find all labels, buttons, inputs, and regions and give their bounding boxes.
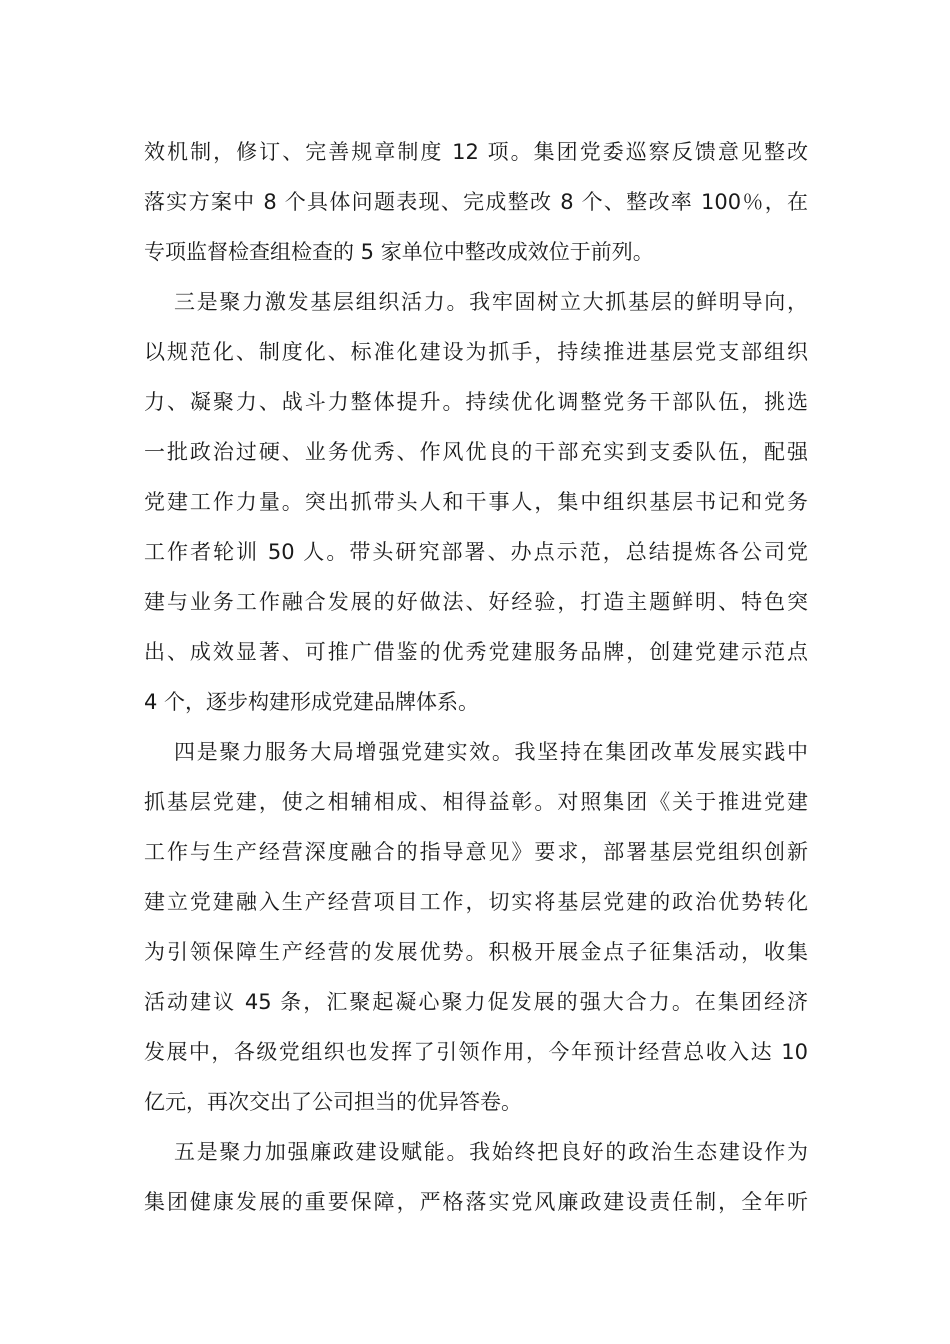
text-line: 亿元，再次交出了公司担当的优异答卷。 [144,1090,522,1114]
document-body [144,127,808,1227]
text-line: 抓基层党建，使之相辅相成、相得益彰。对照集团《关于推进党建 [144,790,808,814]
text-line: 专项监督检查组检查的 5 家单位中整改成效位于前列。 [144,240,654,264]
text-line: 落实方案中 8 个具体问题表现、完成整改 8 个、整改率 100％，在 [144,190,808,214]
paragraph-start-line: 五是聚力加强廉政建设赋能。我始终把良好的政治生态建设作为 [174,1140,808,1164]
text-line: 以规范化、制度化、标准化建设为抓手，持续推进基层党支部组织 [144,340,808,364]
text-line: 4 个，逐步构建形成党建品牌体系。 [144,690,480,714]
text-line: 为引领保障生产经营的发展优势。积极开展金点子征集活动，收集 [144,940,808,964]
text-line: 工作者轮训 50 人。带头研究部署、办点示范，总结提炼各公司党 [144,540,808,564]
text-line: 活动建议 45 条，汇聚起凝心聚力促发展的强大合力。在集团经济 [144,990,808,1014]
text-line: 建与业务工作融合发展的好做法、好经验，打造主题鲜明、特色突 [144,590,808,614]
text-line: 建立党建融入生产经营项目工作，切实将基层党建的政治优势转化 [144,890,808,914]
paragraph-start-line: 四是聚力服务大局增强党建实效。我坚持在集团改革发展实践中 [174,740,808,764]
text-line: 效机制，修订、完善规章制度 12 项。集团党委巡察反馈意见整改 [144,140,808,164]
text-line: 集团健康发展的重要保障，严格落实党风廉政建设责任制，全年听 [144,1190,808,1214]
text-line: 出、成效显著、可推广借鉴的优秀党建服务品牌，创建党建示范点 [144,640,808,664]
text-line: 一批政治过硬、业务优秀、作风优良的干部充实到支委队伍，配强 [144,440,808,464]
text-line: 发展中，各级党组织也发挥了引领作用，今年预计经营总收入达 10 [144,1040,808,1064]
text-line: 力、凝聚力、战斗力整体提升。持续优化调整党务干部队伍，挑选 [144,390,808,414]
text-line: 工作与生产经营深度融合的指导意见》要求，部署基层党组织创新 [144,840,808,864]
text-line: 党建工作力量。突出抓带头人和干事人，集中组织基层书记和党务 [144,490,808,514]
paragraph-start-line: 三是聚力激发基层组织活力。我牢固树立大抓基层的鲜明导向， [174,290,808,314]
